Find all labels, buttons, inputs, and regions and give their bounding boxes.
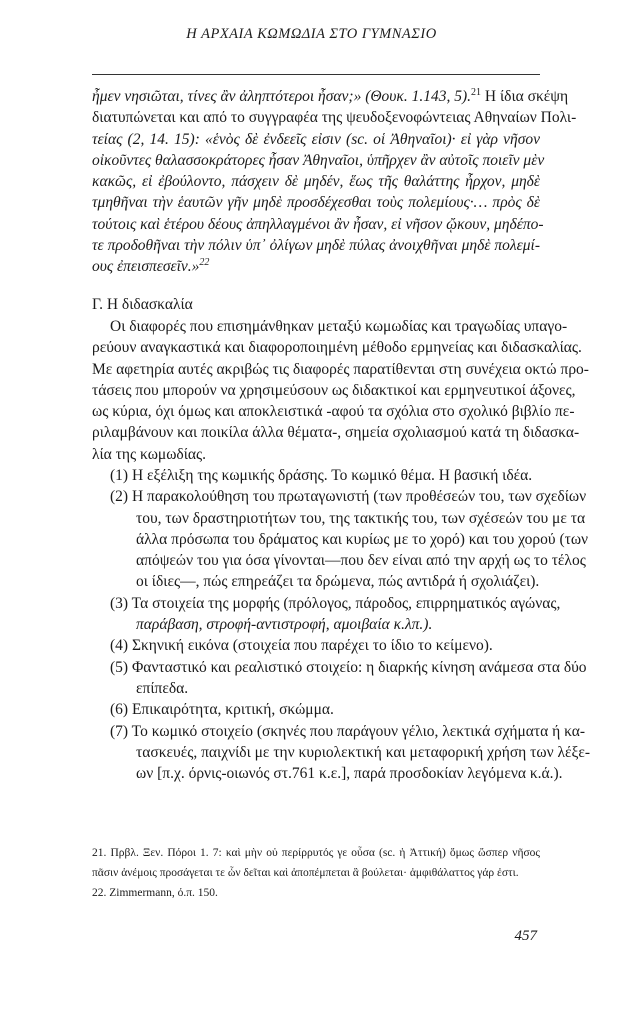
- quote-line: τε προδοθῆναι τὴν πόλιν ὑπ᾽ ὀλίγων μηδὲ πύλας ἀνοιχθῆναι μηδὲ πολεμί-: [92, 237, 540, 255]
- quote-line: ἦμεν νησιῶται, τίνες ἂν ἀληπτότεροι ἦσαν;» (Θουκ. 1.143, 5).$^{21}$ Η ίδια σκέψη: [92, 87, 569, 105]
- footnote-21: 21. Πρβλ. Ξεν. Πόροι 1. 7: καὶ μὴν οὐ περίρρυτός γε οὖσα (sc. ἡ Ἀττική) ὅμως ὥσπερ νῆσος: [92, 847, 540, 859]
- section-heading: Γ. Η διδασκαλία: [92, 296, 193, 313]
- list-item: (6) Επικαιρότητα, κριτική, σκώμμα.: [110, 701, 334, 719]
- list-item: (3) Τα στοιχεία της μορφής (πρόλογος, πάροδος, επιρρηματικός αγώνας, παράβαση, στροφή-αντιστροφή, αμοιβαία κ.λπ.).: [110, 594, 561, 634]
- footnotes: [92, 843, 540, 903]
- footnote-21-cont: πᾶσιν ἀνέμοις προσάγεται τε ὧν δεῖται καὶ ἀποπέμπεται ἃ βούλεται· ἀμφιθάλαττος γάρ ἐστι.: [92, 867, 519, 879]
- quotation-block: [92, 86, 577, 278]
- quote-line: τείας (2, 14. 15): «ἑνὸς δὲ ἐνδεεῖς εἰσιν (sc. οἱ Ἀθηναῖοι)· εἰ γὰρ νῆσον: [92, 130, 540, 148]
- paragraph-line: ρεύουν αναγκαστικά και διαφοροποιημένη μέθοδο ερμηνείας και διδασκαλίας.: [92, 339, 582, 357]
- numbered-list: [92, 465, 591, 784]
- paragraph-line: Οι διαφορές που επισημάνθηκαν μεταξύ κωμωδίας και τραγωδίας υπαγο-: [110, 318, 568, 335]
- footnote-ref-21: 21: [471, 87, 482, 98]
- paragraph-line: τάσεις που μπορούν να χρησιμεύσουν ως διδακτικοί και ερμηνευτικοί άξονες,: [92, 381, 576, 399]
- list-item: (5) Φανταστικό και ρεαλιστικό στοιχείο: η διαρκής κίνηση ανάμεσα στα δύο επίπεδα.: [110, 658, 587, 697]
- list-item: (4) Σκηνική εικόνα (στοιχεία που παρέχει το ίδιο το κείμενο).: [110, 637, 493, 655]
- quote-line: τούτοις καὶ ἑτέρου δέους ἀπηλλαγμένοι ἂν ἦσαν, εἰ νῆσον ᾤκουν, μηδέπο-: [92, 215, 544, 233]
- page-number: 457: [514, 928, 537, 944]
- quote-line: διατυπώνεται και από το συγγραφέα της ψευδοξενοφώντειας Αθηναίων Πολι-: [92, 109, 577, 127]
- body-paragraph: [92, 316, 589, 465]
- paragraph-line: Με αφετηρία αυτές ακριβώς τις διαφορές παρατίθενται στη συνέχεια οκτώ προ-: [92, 360, 589, 378]
- quote-line: τμηθῆναι τὴν ἑαυτῶν γῆν μηδὲ προσδέχεσθαι τοὺς πολεμίους·… πρὸς δὲ: [92, 194, 540, 212]
- running-head: Η ΑΡΧΑΙΑ ΚΩΜΩΔΙΑ ΣΤΟ ΓΥΜΝΑΣΙΟ: [186, 26, 437, 42]
- footnote-ref-22: 22: [199, 257, 210, 269]
- footnote-22: 22. Zimmermann, ό.π. 150.: [92, 887, 218, 899]
- quote-line: οἰκοῦντες θαλασσοκράτορες ἦσαν Ἀθηναῖοι, ὑπῆρχεν ἂν αὐτοῖς ποιεῖν μὲν: [92, 151, 545, 169]
- header-rule: [92, 74, 540, 75]
- quote-line: κακῶς, εἰ ἐβούλοντο, πάσχειν δὲ μηδέν, ἕως τῆς θαλάττης ἦρχον, μηδὲ: [92, 173, 540, 191]
- paragraph-line: λία της κωμωδίας.: [92, 445, 207, 463]
- paragraph-line: ριλαμβάνουν και ποικίλα άλλα θέματα-, σημεία σχολιασμού κατά τη διδασκα-: [92, 424, 580, 442]
- paragraph-line: ως κύρια, όχι όμως και αποκλειστικά -αφού τα σχόλια στο σχολικό βιβλίο πε-: [92, 403, 575, 421]
- list-item: (1) Η εξέλιξη της κωμικής δράσης. Το κωμικό θέμα. Η βασική ιδέα.: [110, 467, 533, 484]
- quote-line: ους ἐπεισπεσεῖν.»$^{22}$: [92, 257, 210, 276]
- list-item: (7) Το κωμικό στοιχείο (σκηνές που παράγουν γέλιο, λεκτικά σχήματα ή κα- τασκευές, παιχνίδι με την κυριολεκτική και μεταφορική χρήση των λέξε- ων [π.χ. όρνις-οιωνός στ.761 κ.ε.], παρά προσδοκίαν λεγόμενα κ.ά.).: [110, 722, 591, 783]
- list-item: (2) Η παρακολούθηση του πρωταγωνιστή (των προθέσεών του, των σχεδίων του, των δραστηριοτήτων του, της τακτικής του, των σχέσεών του με τα άλλα πρόσωπα του δράματος και κυρίως με το χορό) και του χορού (των απόψεών του για όσα γίνονται—που δεν είναι από την αρχή ως το τέλος οι ίδιες—, πώς επηρεάζει τα δρώμενα, πώς αντιδρά ή σχολιάζει).: [110, 488, 589, 591]
